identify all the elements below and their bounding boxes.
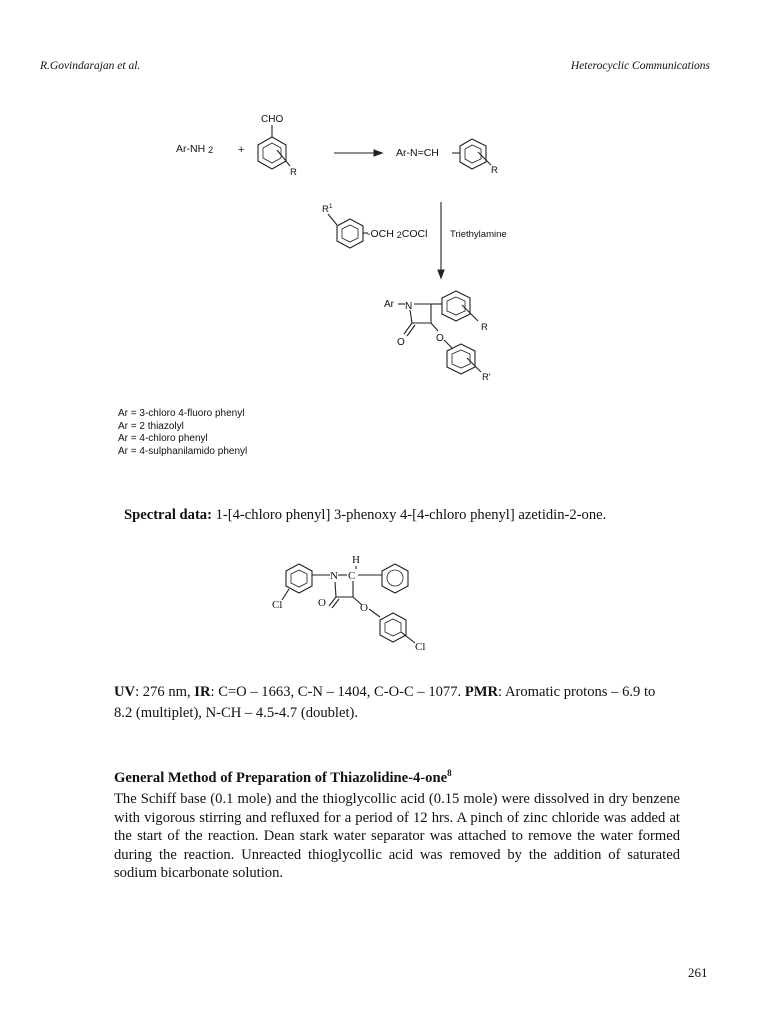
chlorine-left-label: Cl [272, 599, 283, 611]
reference-superscript: 8 [447, 768, 452, 778]
spectral-data-label: Spectral data: [124, 507, 212, 523]
ring-n-label: N [330, 570, 338, 582]
r-product-label: R [491, 165, 498, 176]
ar-list-item: Ar = 4-sulphanilamido phenyl [118, 445, 248, 457]
r-substituent-label: R [290, 167, 297, 178]
ether-o-label: O [360, 602, 368, 614]
ring-c-label: C [348, 570, 356, 582]
reactant-amine: Ar-NH 2 [176, 143, 214, 155]
aldehyde-group-label: CHO [261, 114, 284, 125]
plus-sign: + [238, 144, 245, 156]
ir-value: : C=O – 1663, C-N – 1404, C-O-C – 1077. [210, 684, 465, 700]
uv-value: : 276 nm, [135, 684, 195, 700]
product-ether-o: O [436, 333, 444, 344]
product-r-label: R [481, 322, 488, 333]
product-n-label: N [405, 301, 413, 312]
method-paragraph: The Schiff base (0.1 mole) and the thioglycollic acid (0.15 mole) were dissolved in dry benzene with vigorous stirring and refluxed for a period of 12 hrs. A pinch of zinc chloride was added at the start of the reaction. Dean stark water separator was attached to remove the water formed during the reaction. Unreacted thioglycollic acid was removed by the addition of saturated sodium bicarbonate solution. [114, 791, 680, 882]
ar-list-item: Ar = 3-chloro 4-fluoro phenyl [118, 408, 245, 419]
spectral-values [114, 682, 674, 724]
ar-list-item: Ar = 2 thiazolyl [118, 420, 184, 432]
chlorophenyl-ring-left [282, 564, 330, 600]
product-ar-label: Ar [384, 299, 394, 310]
ir-label: IR [194, 684, 211, 700]
compound-name: 1-[4-chloro phenyl] 3-phenoxy 4-[4-chloro phenyl] azetidin-2-one. [211, 507, 607, 523]
uv-label: UV [114, 684, 136, 700]
page-number: 261 [688, 965, 708, 980]
carbonyl-o-label: O [318, 597, 326, 609]
chlorophenyl-ring-bottom [369, 609, 415, 643]
product-carbonyl-o: O [397, 337, 405, 348]
catalyst-label: Triethylamine [450, 229, 507, 240]
chlorine-right-label: Cl [415, 641, 426, 653]
phenyl-ring-right [382, 564, 408, 593]
section-heading: General Method of Preparation of Thiazolidine-4-one$^8$ [114, 768, 452, 786]
ring-h-label: H [352, 554, 360, 566]
running-header-journal: Heterocyclic Communications [570, 60, 710, 72]
product-r1-label: R' [482, 372, 491, 383]
reagent-chain-label: -OCH 2COCl [367, 228, 428, 240]
schiff-base-label: Ar-N=CH [396, 147, 439, 159]
running-header-authors: R.Govindarajan et al. [40, 60, 141, 72]
pmr-value: : Aromatic protons – 6.9 to 8.2 (multiplet), N-CH – 4.5-4.7 (doublet). [114, 684, 656, 721]
pmr-label: PMR [464, 684, 499, 700]
ar-list-item: Ar = 4-chloro phenyl [118, 433, 208, 444]
reagent-r1-label: $R^1$ [322, 203, 333, 215]
